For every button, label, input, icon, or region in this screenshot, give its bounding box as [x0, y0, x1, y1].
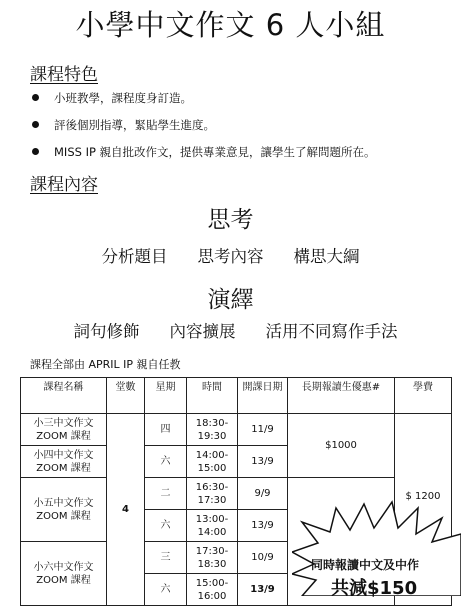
date-cell: 11/9	[238, 414, 288, 446]
day-cell: 六	[145, 446, 187, 478]
features-heading: 課程特色	[30, 65, 98, 85]
time-cell: 15:00-16:00	[187, 574, 238, 606]
table-header-row	[21, 378, 452, 414]
feature-item: 評後個別指導，緊貼學生進度。	[30, 117, 455, 144]
date-cell: 13/9	[238, 510, 288, 542]
header-cell: 學費	[395, 378, 452, 414]
bullet-icon	[32, 121, 39, 128]
course-name: 小六中文作文 ZOOM 課程	[21, 542, 107, 606]
fee-cell: $ 1200	[395, 414, 452, 606]
think-item: 思考內容	[197, 247, 264, 266]
date-cell: 9/9	[238, 478, 288, 510]
header-cell: 開課日期	[238, 378, 288, 414]
think-item: 構思大綱	[293, 247, 360, 266]
perform-item: 內容擴展	[169, 322, 236, 341]
day-cell: 四	[145, 414, 187, 446]
date-cell: 13/9	[238, 574, 288, 606]
feature-item: MISS IP 親自批改作文，提供專業意見，讓學生了解問題所在。	[30, 144, 455, 171]
page-title: 小學中文作文 6 人小組	[75, 8, 386, 42]
lessons-cell: 4	[107, 414, 145, 606]
course-name: 小四中文作文 ZOOM 課程	[21, 446, 107, 478]
header-cell: 長期報讀生優惠#	[288, 378, 395, 414]
perform-item: 活用不同寫作手法	[265, 322, 398, 341]
perform-title: 演繹	[207, 287, 254, 313]
think-items	[0, 243, 461, 267]
bullet-icon	[32, 148, 39, 155]
bullet-icon	[32, 94, 39, 101]
promo-line-1: 同時報讀中文及中作	[311, 558, 420, 572]
time-cell: 16:30-17:30	[187, 478, 238, 510]
day-cell: 六	[145, 574, 187, 606]
day-cell: 六	[145, 510, 187, 542]
discount-cell: $1000	[288, 414, 395, 478]
feature-item: 小班教學，課程度身訂造。	[30, 90, 455, 117]
course-name: 小五中文作文 ZOOM 課程	[21, 478, 107, 542]
content-heading: 課程內容	[30, 175, 98, 195]
teacher-note: 課程全部由 APRIL IP 親自任教	[30, 358, 181, 371]
think-item: 分析題目	[101, 247, 168, 266]
date-cell: 13/9	[238, 446, 288, 478]
perform-items	[5, 318, 461, 342]
day-cell: 二	[145, 478, 187, 510]
time-cell: 18:30-19:30	[187, 414, 238, 446]
header-cell: 星期	[145, 378, 187, 414]
time-cell: 14:00-15:00	[187, 446, 238, 478]
time-cell: 13:00-14:00	[187, 510, 238, 542]
think-title: 思考	[207, 207, 254, 233]
time-cell: 17:30-18:30	[187, 542, 238, 574]
header-cell: 堂數	[107, 378, 145, 414]
perform-item: 詞句修飾	[73, 322, 140, 341]
features-list	[30, 90, 455, 171]
table-row	[21, 414, 452, 446]
day-cell: 三	[145, 542, 187, 574]
header-cell: 時間	[187, 378, 238, 414]
promo-line-2: 共減$150	[331, 578, 418, 599]
header-cell: 課程名稱	[21, 378, 107, 414]
course-name: 小三中文作文 ZOOM 課程	[21, 414, 107, 446]
date-cell: 10/9	[238, 542, 288, 574]
